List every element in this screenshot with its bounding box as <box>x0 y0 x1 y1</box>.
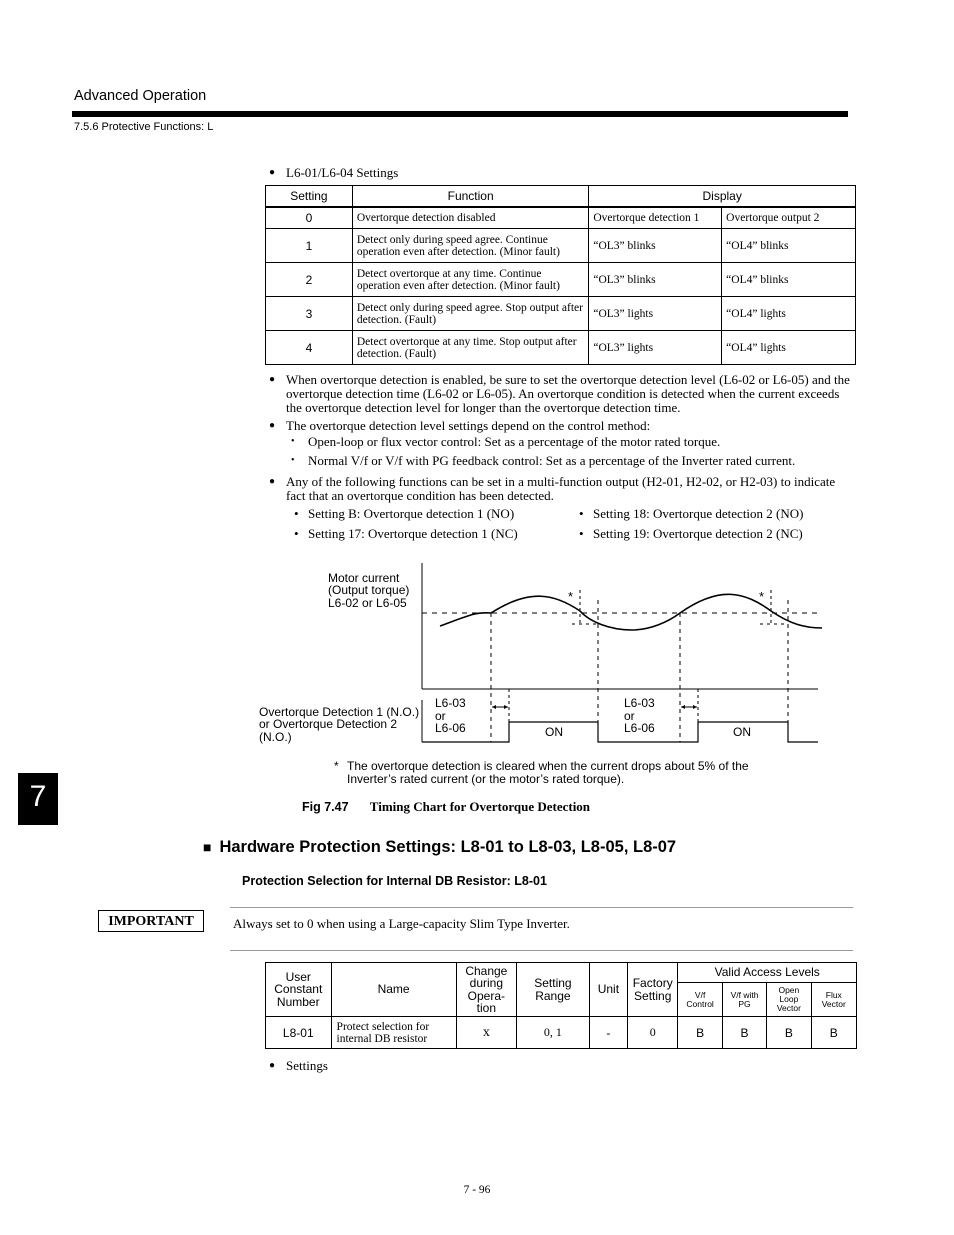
display1-cell: “OL3” blinks <box>589 263 722 297</box>
function-cell: Detect only during speed agree. Stop output after detection. (Fault) <box>352 297 589 331</box>
arrow-head-icon <box>681 705 685 709</box>
function-cell: Detect only during speed agree. Continue operation even after detection. (Minor fault) <box>352 229 589 263</box>
function-cell: Detect overtorque at any time. Continue operation even after detection. (Minor fault) <box>352 263 589 297</box>
time-label: or <box>624 709 635 723</box>
constant-table <box>265 962 857 1049</box>
header-line: V/f with <box>730 989 759 1000</box>
small-bullet-icon: • <box>579 506 584 521</box>
display1-cell: Overtorque detection 1 <box>589 207 722 229</box>
header-valid-access-levels: Valid Access Levels <box>678 963 857 983</box>
cell-olv: B <box>767 1017 811 1049</box>
output-label-line: Overtorque Detection 1 (N.O.) <box>259 705 420 719</box>
table-header-setting: Setting <box>266 186 353 208</box>
time-label: or <box>435 709 446 723</box>
setting-text: Setting 18: Overtorque detection 2 (NO) <box>593 506 804 521</box>
figure-caption <box>302 799 590 815</box>
header-setting-range <box>517 963 590 1017</box>
star-marker: * <box>759 589 765 604</box>
arrow-head-icon <box>504 705 508 709</box>
header-line: tion <box>476 1001 497 1015</box>
setting-cell: 2 <box>266 263 353 297</box>
time-label: L6-06 <box>435 721 466 735</box>
header-line: Vector <box>821 998 846 1009</box>
header-line: Number <box>276 994 320 1009</box>
bullet-icon: ● <box>269 374 276 385</box>
header-line: PG <box>738 998 751 1009</box>
header-line: Flux <box>825 989 842 1000</box>
page-number: 7 - 96 <box>463 1184 491 1196</box>
setting-cell: 4 <box>266 331 353 365</box>
figure-caption-text: Timing Chart for Overtorque Detection <box>369 799 591 814</box>
setting-text: Setting 19: Overtorque detection 2 (NC) <box>593 526 803 541</box>
y-label-line: Motor current <box>328 571 400 585</box>
header-line: during <box>469 976 504 990</box>
arrow-head-icon <box>492 705 496 709</box>
display1-cell: “OL3” lights <box>589 297 722 331</box>
bullet-icon: ● <box>269 420 276 431</box>
bullet-text: Open-loop or flux vector control: Set as a percentage of the motor rated torque. <box>308 434 721 449</box>
cell-vf: B <box>678 1017 722 1049</box>
cell-factory: 0 <box>628 1017 678 1049</box>
small-bullet-icon: • <box>294 526 299 541</box>
important-text: Always set to 0 when using a Large-capacity Slim Type Inverter. <box>233 916 570 931</box>
header-line: Vector <box>776 1003 801 1013</box>
header-line: Factory <box>632 976 673 990</box>
important-label: IMPORTANT <box>98 910 204 932</box>
display2-cell: “OL4” lights <box>722 297 856 331</box>
header-factory-setting <box>628 963 678 1017</box>
bullet-icon: ● <box>269 167 276 178</box>
table-header-function: Function <box>352 186 589 208</box>
cell-vfpg: B <box>722 1017 766 1049</box>
header-unit: Unit <box>589 963 627 1017</box>
header-line: V/f <box>694 989 706 1000</box>
table-header-display: Display <box>589 186 856 208</box>
cell-change: x <box>456 1017 517 1049</box>
cell-flux: B <box>811 1017 856 1049</box>
display2-cell: “OL4” blinks <box>722 229 856 263</box>
subsection-heading: Protection Selection for Internal DB Resistor: L8-01 <box>242 874 547 888</box>
on-label: ON <box>733 725 751 739</box>
time-label: L6-03 <box>435 696 466 710</box>
bullet-text: The overtorque detection level settings depend on the control method: <box>286 418 651 433</box>
small-bullet-icon: • <box>291 455 295 466</box>
figure-caption-number: Fig 7.47 <box>302 800 349 814</box>
output-label-line: (N.O.) <box>259 730 292 744</box>
figure-note-line: Inverter’s rated current (or the motor’s rated torque). <box>347 772 625 786</box>
section-heading <box>203 838 676 857</box>
header-user-constant <box>266 963 332 1017</box>
setting-cell: 3 <box>266 297 353 331</box>
display1-cell: “OL3” lights <box>589 331 722 365</box>
bullet-text: When overtorque detection is enabled, be sure to set the overtorque detection level (L6-02 or L6-05) and the overtorque detection time (L6-02 or L6-05). An overtorque condition is detected when the current exceeds the overtorque detection level for longer than the overtorque detection time. <box>286 372 850 415</box>
function-cell: Detect overtorque at any time. Stop output after detection. (Fault) <box>352 331 589 365</box>
header-line: Control <box>686 998 714 1009</box>
star-marker: * <box>568 589 574 604</box>
display2-cell: Overtorque output 2 <box>722 207 856 229</box>
header-vf-control <box>678 983 722 1017</box>
note-star: * <box>334 759 339 773</box>
header-vf-with-pg <box>722 983 766 1017</box>
table-caption-text: L6-01/L6-04 Settings <box>286 165 399 180</box>
display1-cell: “OL3” blinks <box>589 229 722 263</box>
square-bullet-icon: ■ <box>203 839 212 855</box>
small-bullet-icon: • <box>579 526 584 541</box>
header-line: Range <box>535 988 571 1003</box>
arrow-head-icon <box>693 705 697 709</box>
bullet-icon: ● <box>269 1060 276 1071</box>
y-label-line: L6-02 or L6-05 <box>328 596 407 610</box>
divider <box>230 907 853 908</box>
bullet-text: Any of the following functions can be set in a multi-function output (H2-01, H2-02, or H2-03) to indicate fact that an overtorque condition has been detected. <box>286 474 836 503</box>
y-label-line: (Output torque) <box>328 583 410 597</box>
time-label: L6-06 <box>624 721 655 735</box>
time-label: L6-03 <box>624 696 655 710</box>
setting-text: Setting B: Overtorque detection 1 (NO) <box>308 506 515 521</box>
header-line: Constant <box>274 982 323 997</box>
header-line: Setting <box>634 988 672 1003</box>
header-line: Change <box>465 963 508 978</box>
header-line: Open <box>778 985 800 995</box>
header-flux-vector <box>811 983 856 1017</box>
current-curve <box>440 594 822 630</box>
cell-number: L8-01 <box>266 1017 332 1049</box>
output-signal <box>422 722 818 742</box>
cell-unit: - <box>589 1017 627 1049</box>
output-label-line: or Overtorque Detection 2 <box>259 717 398 731</box>
page-header-title: Advanced Operation <box>74 88 207 104</box>
cell-name: Protect selection for internal DB resistor <box>331 1017 456 1049</box>
small-bullet-icon: • <box>294 506 299 521</box>
divider <box>230 950 853 951</box>
setting-text: Setting 17: Overtorque detection 1 (NC) <box>308 526 518 541</box>
bullet-icon: ● <box>269 476 276 487</box>
settings-bullet <box>269 1058 328 1073</box>
section-heading-text: Hardware Protection Settings: L8-01 to L8-03, L8-05, L8-07 <box>219 838 677 856</box>
display2-cell: “OL4” lights <box>722 331 856 365</box>
header-line: Setting <box>534 976 572 990</box>
bullet-text: Normal V/f or V/f with PG feedback control: Set as a percentage of the Inverter rated current. <box>308 453 796 468</box>
display2-cell: “OL4” blinks <box>722 263 856 297</box>
settings-bullet-text: Settings <box>286 1058 328 1073</box>
header-line: User <box>285 969 311 984</box>
cell-range: 0, 1 <box>517 1017 590 1049</box>
header-open-loop-vector <box>767 983 811 1017</box>
setting-cell: 1 <box>266 229 353 263</box>
header-change-during-operation <box>456 963 517 1017</box>
function-cell: Overtorque detection disabled <box>352 207 589 229</box>
on-label: ON <box>545 725 563 739</box>
chapter-tab: 7 <box>18 773 58 825</box>
header-line: Loop <box>779 994 799 1004</box>
table-row <box>266 1017 857 1049</box>
header-name: Name <box>331 963 456 1017</box>
figure-note-line: The overtorque detection is cleared when the current drops about 5% of the <box>347 759 749 773</box>
header-line: Opera- <box>467 988 506 1003</box>
setting-cell: 0 <box>266 207 353 229</box>
small-bullet-icon: • <box>291 436 295 447</box>
page-header-subsection: 7.5.6 Protective Functions: L <box>74 121 214 133</box>
